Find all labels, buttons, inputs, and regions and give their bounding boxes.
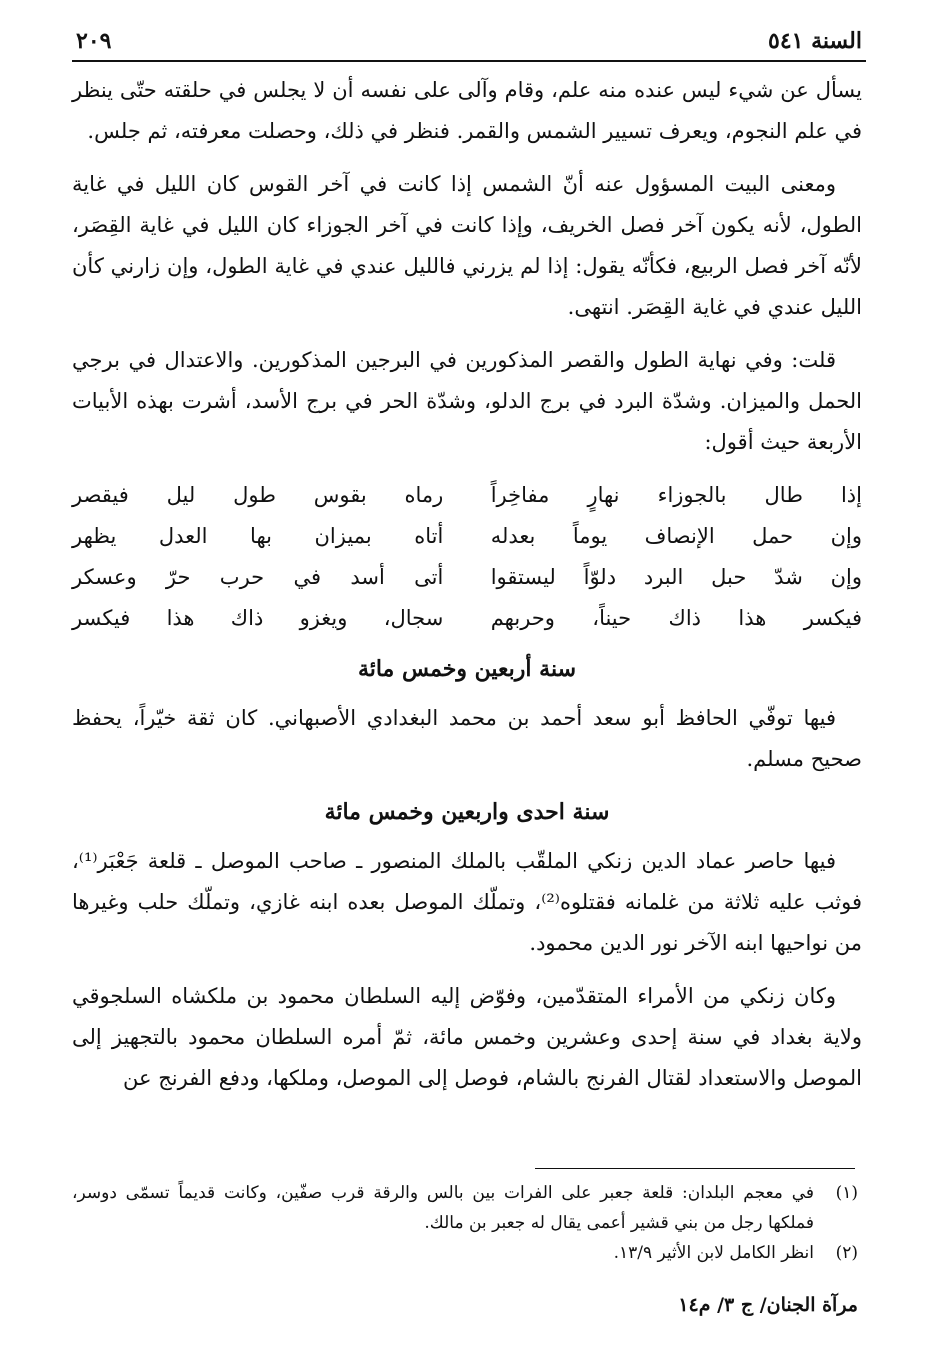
footnote-text: في معجم البلدان: قلعة جعبر على الفرات بين بالس والرقة قرب صفّين، وكانت قديماً تسمّى دوسر، فملكها رجل من بني قشير أعمى يقال له جعبر بن مالك. (72, 1183, 814, 1233)
verse-first-half: وإن حمل الإنصاف يوماً بعدله (490, 524, 862, 548)
page-number: ٢٠٩ (76, 28, 112, 54)
paragraph: ومعنى البيت المسؤول عنه أنّ الشمس إذا كانت في آخر القوس كان الليل في غاية الطول، لأنه يكون آخر فصل الخريف، وإذا كانت في آخر الجوزاء كان الليل في غاية القِصَر، لأنّه آخر فصل الربيع، فكأنّه يقول: إذا لم يزرني فالليل عندي في غاية الطول، وإن زارني كأن الليل عندي في غاية القِصَر. انتهى. (72, 172, 862, 319)
poem (72, 475, 862, 639)
verse-second-half: أتاه بميزان بها العدل يظهر (72, 524, 444, 548)
verse-line (72, 598, 862, 639)
main-text (72, 70, 862, 1111)
paragraph: وكان زنكي من الأمراء المتقدّمين، وفوّض إليه السلطان محمود بن ملكشاه السلجوقي ولاية بغداد في سنة إحدى وعشرين وخمس مائة، ثمّ أمره السلطان محمود بالتجهيز إلى الموصل والاستعداد لقتال الفرنج بالشام، فوصل إلى الموصل، وملكها، ودفع الفرنج عن (72, 984, 862, 1090)
footnotes (72, 1178, 858, 1268)
verse-line (72, 475, 862, 516)
footnote (72, 1238, 858, 1268)
section-title: سنة أربعين وخمس مائة (357, 656, 577, 682)
header-year: السنة ٥٤١ (768, 28, 862, 54)
footnote (72, 1178, 858, 1238)
paragraph: فيها توفّي الحافظ أبو سعد أحمد بن محمد البغدادي الأصبهاني. كان ثقة خيّراً، يحفظ صحيح مسلم. (72, 706, 862, 771)
verse-second-half: رماه بقوس طول ليل فيقصر (72, 483, 444, 507)
paragraph: فيها حاصر عماد الدين زنكي الملقّب بالملك المنصور ـ صاحب الموصل ـ قلعة جَعْبَر⁽¹⁾، فوثب عليه ثلاثة من غلمانه فقتلوه⁽²⁾، وتملّك الموصل بعده ابنه غازي، وتملّك حلب وغيرها من نواحيها ابنه الآخر نور الدين محمود. (72, 849, 862, 955)
section-title: سنة احدى واربعين وخمس مائة (324, 799, 610, 825)
page-header (72, 26, 866, 62)
verse-line (72, 557, 862, 598)
paragraph: قلت: وفي نهاية الطول والقصر المذكورين في البرجين المذكورين. والاعتدال في برجي الحمل والميزان. وشدّة البرد في برج الدلو، وشدّة الحر في برج الأسد، أشرت بهذه الأبيات الأربعة حيث أقول: (72, 348, 862, 454)
footnote-number: (٢) (835, 1243, 858, 1263)
verse-second-half: أتى أسد في حرب حرّ وعسكر (72, 565, 444, 589)
footnote-text: انظر الكامل لابن الأثير ١٣/٩. (613, 1243, 814, 1263)
verse-second-half: سجال، ويغزو ذاك هذا فيكسر (72, 606, 444, 630)
paragraph: يسأل عن شيء ليس عنده منه علم، وقام وآلى على نفسه أن لا يجلس في حلقته حتّى ينظر في علم النجوم، ويعرف تسيير الشمس والقمر. فنظر في ذلك، وحصلت معرفته، ثم جلس. (72, 78, 862, 143)
verse-line (72, 516, 862, 557)
footnote-number: (١) (835, 1183, 858, 1203)
verse-first-half: إذا طال بالجوزاء نهارٍ مفاخِراً (490, 483, 862, 507)
signature-mark: مرآة الجنان/ ج ٣/ م١٤ (678, 1294, 858, 1316)
footnote-separator (535, 1168, 855, 1169)
verse-first-half: فيكسر هذا ذاك حيناً، وحربهم (490, 606, 862, 630)
verse-first-half: وإن شدّ حبل البرد دلوّاً ليستقوا (490, 565, 862, 589)
